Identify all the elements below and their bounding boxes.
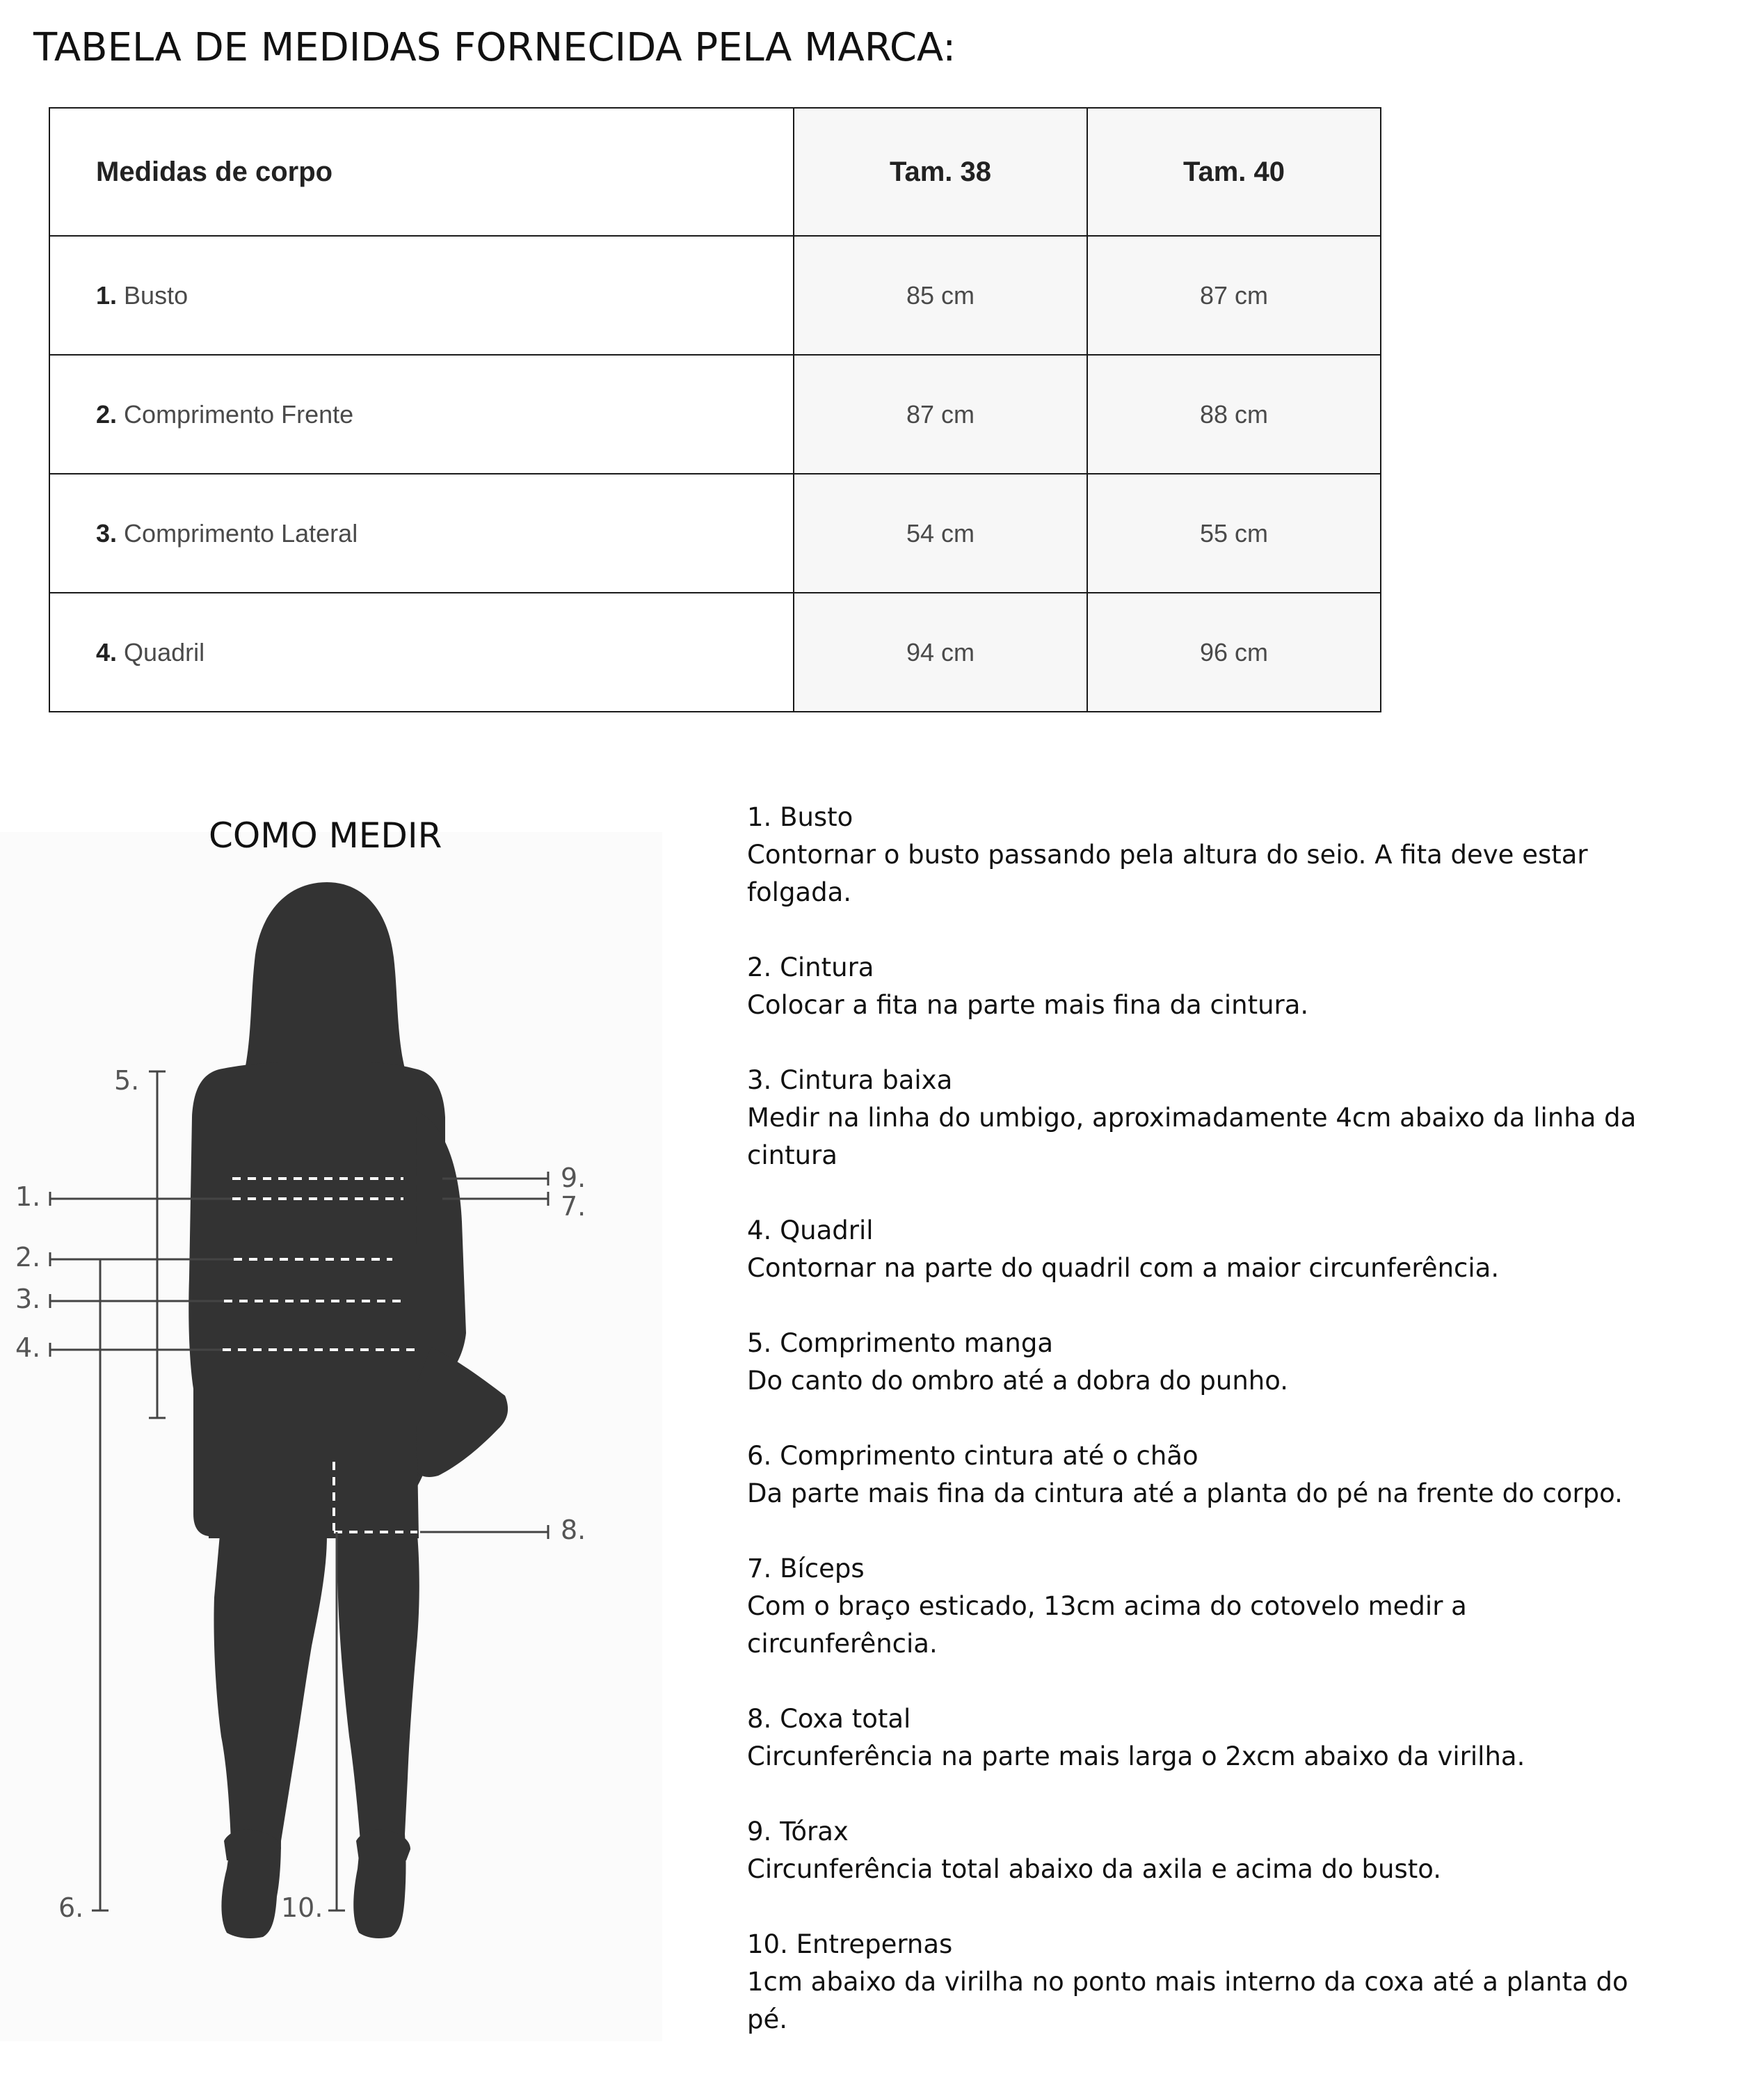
cell-size-40: 55 cm [1087, 474, 1381, 593]
header-measure: Medidas de corpo [49, 108, 794, 236]
marker-label-7: 7. [561, 1191, 586, 1222]
instruction-item [747, 1926, 1651, 2039]
row-label [49, 355, 794, 474]
instruction-text: Circunferência na parte mais larga o 2xcm abaixo da virilha. [747, 1741, 1525, 1771]
row-label-text: Quadril [124, 637, 205, 667]
instruction-text: 1cm abaixo da virilha no ponto mais interno da coxa até a planta do pé. [747, 1967, 1628, 2034]
instruction-text: Do canto do ombro até a dobra do punho. [747, 1366, 1288, 1396]
row-label [49, 593, 794, 712]
marker-label-2: 2. [15, 1242, 41, 1273]
row-label [49, 474, 794, 593]
table-row [49, 593, 1381, 712]
instruction-item [747, 1813, 1651, 1888]
instruction-item [747, 949, 1651, 1024]
marker-label-5: 5. [114, 1065, 140, 1096]
row-label-text: Comprimento Frente [124, 399, 354, 429]
instruction-title: 1. Busto [747, 802, 853, 832]
marker-label-4: 4. [15, 1332, 41, 1363]
table-row [49, 236, 1381, 355]
instruction-text: Com o braço esticado, 13cm acima do cotovelo medir a circunferência. [747, 1591, 1467, 1659]
instruction-text: Colocar a fita na parte mais fina da cintura. [747, 990, 1309, 1020]
instruction-text: Medir na linha do umbigo, aproximadamente 4cm abaixo da linha da cintura [747, 1103, 1637, 1170]
woman-silhouette-icon [189, 882, 508, 1938]
instruction-title: 7. Bíceps [747, 1554, 865, 1584]
instruction-text: Da parte mais fina da cintura até a planta do pé na frente do corpo. [747, 1478, 1623, 1508]
table-row [49, 355, 1381, 474]
marker-label-10: 10. [281, 1892, 323, 1923]
instruction-text: Contornar na parte do quadril com a maior circunferência. [747, 1253, 1500, 1283]
instruction-title: 3. Cintura baixa [747, 1065, 953, 1095]
cell-size-38: 85 cm [794, 236, 1087, 355]
instruction-item [747, 1437, 1651, 1513]
cell-size-40: 96 cm [1087, 593, 1381, 712]
instruction-title: 10. Entrepernas [747, 1929, 953, 1959]
table-header-row [49, 108, 1381, 236]
instruction-title: 4. Quadril [747, 1215, 874, 1245]
row-label [49, 236, 794, 355]
instruction-item [747, 1325, 1651, 1400]
cell-size-38: 87 cm [794, 355, 1087, 474]
row-label-text: Busto [124, 280, 189, 310]
instruction-title: 6. Comprimento cintura até o chão [747, 1441, 1198, 1471]
row-number: 1. [96, 280, 118, 310]
marker-label-6: 6. [58, 1892, 84, 1923]
cell-size-38: 94 cm [794, 593, 1087, 712]
instruction-item [747, 1700, 1651, 1776]
page-title: TABELA DE MEDIDAS FORNECIDA PELA MARCA: [33, 25, 956, 70]
instruction-item [747, 1550, 1651, 1663]
row-label-text: Comprimento Lateral [124, 518, 358, 548]
instruction-text: Contornar o busto passando pela altura do seio. A fita deve estar folgada. [747, 840, 1588, 907]
cell-size-38: 54 cm [794, 474, 1087, 593]
row-number: 4. [96, 637, 118, 667]
size-table [49, 107, 1381, 712]
instruction-title: 8. Coxa total [747, 1704, 911, 1734]
how-to-measure-title: COMO MEDIR [209, 815, 442, 856]
marker-label-8: 8. [561, 1515, 586, 1545]
instruction-item [747, 799, 1651, 911]
instruction-title: 5. Comprimento manga [747, 1328, 1054, 1358]
instruction-text: Circunferência total abaixo da axila e acima do busto. [747, 1854, 1441, 1884]
header-size-38: Tam. 38 [794, 108, 1087, 236]
instruction-title: 9. Tórax [747, 1817, 849, 1846]
marker-label-3: 3. [15, 1284, 41, 1314]
instruction-item [747, 1212, 1651, 1287]
row-number: 3. [96, 518, 118, 548]
table-row [49, 474, 1381, 593]
row-number: 2. [96, 399, 118, 429]
body-silhouette-figure [0, 832, 662, 2041]
cell-size-40: 88 cm [1087, 355, 1381, 474]
cell-size-40: 87 cm [1087, 236, 1381, 355]
instruction-item [747, 1062, 1651, 1174]
instruction-title: 2. Cintura [747, 952, 874, 982]
header-size-40: Tam. 40 [1087, 108, 1381, 236]
measure-instructions [747, 799, 1651, 2039]
marker-label-9: 9. [561, 1163, 586, 1193]
marker-label-1: 1. [15, 1181, 41, 1212]
